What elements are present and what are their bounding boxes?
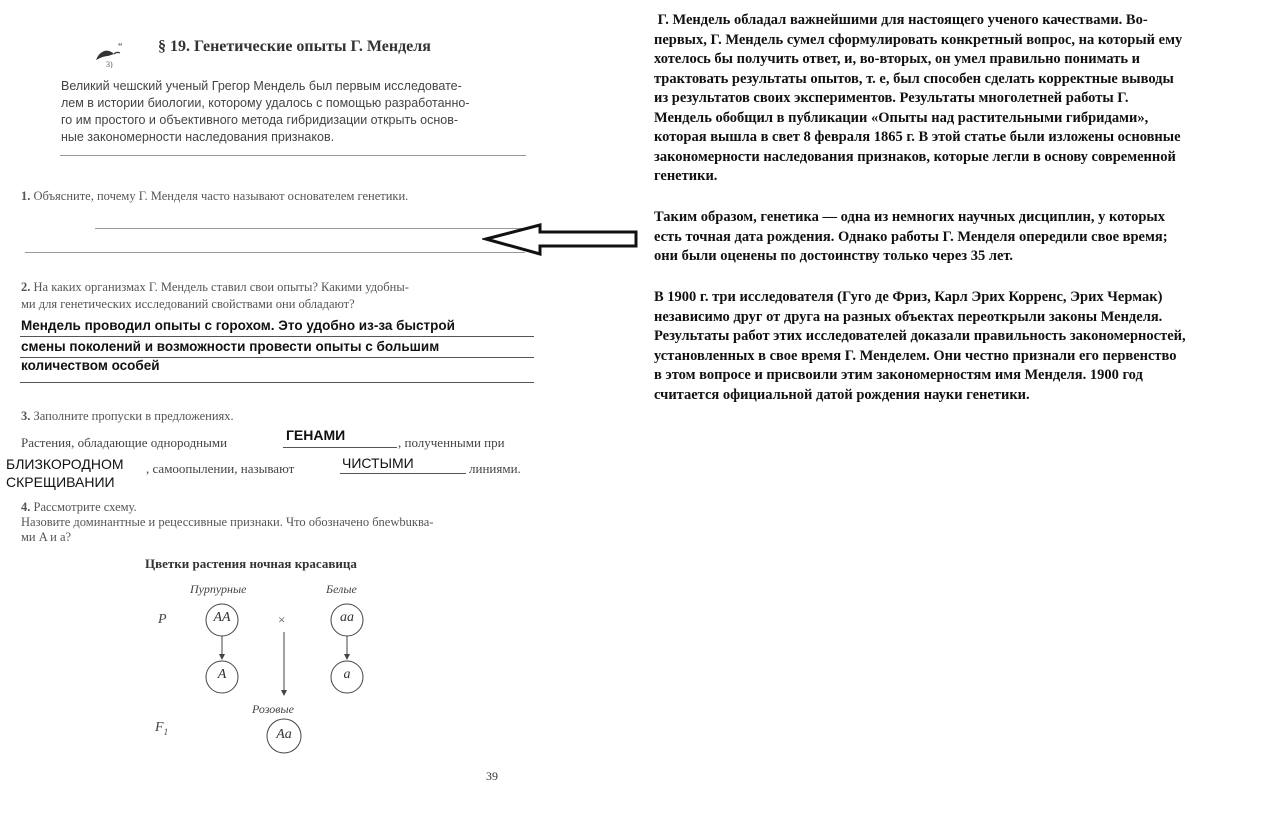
question-text: ми A и a?: [21, 530, 72, 544]
answer-line[interactable]: [20, 336, 534, 337]
text-line: в этом вопросе и присвоили этим закономерностям имя Менделя. 1900 год: [654, 367, 1143, 383]
intro-line: ные закономерности наследования признаков.: [61, 130, 335, 144]
text-line: трактовать результаты опытов, т. е, был способен сделать корректные выводы: [654, 70, 1174, 87]
text-line: Мендель обобщил в публикации «Опыты над растительными гибридами»,: [654, 109, 1149, 126]
handwritten-answer-line: смены поколений и возможности провести опыты с большим: [21, 339, 440, 354]
question-text: На каких организмах Г. Мендель ставил свои опыты? Какими удобны-: [33, 280, 409, 294]
question-text: Рассмотрите схему.: [33, 500, 137, 514]
svg-text:“: “: [118, 42, 123, 53]
intro-divider: [60, 155, 526, 156]
cross-sign: ×: [278, 612, 286, 627]
question-number: 4.: [21, 500, 31, 514]
question-text: Назовите доминантные и рецессивные признаки. Что обозначено бnewbuква-: [21, 515, 434, 529]
question-text: ми для генетических исследований свойствами они обладают?: [21, 297, 355, 311]
handwritten-answer-line: Мендель проводил опыты с горохом. Это удобно из-за быстрой: [21, 318, 455, 333]
offspring-genotype: Aa: [276, 727, 292, 742]
fill-sentence-part: линиями.: [469, 461, 521, 476]
question-text: Объясните, почему Г. Менделя часто называют основателем генетики.: [33, 189, 409, 203]
intro-line: го им простого и объективного метода гибридизации открыть основ-: [61, 113, 459, 127]
intro-line: Великий чешский ученый Грегор Мендель был первым исследовате-: [61, 79, 462, 93]
text-line: Г. Мендель обладал важнейшими для настоящего ученого качествами. Во-: [654, 12, 1148, 28]
question-4: [21, 500, 541, 545]
text-line: которая вышла в свет 8 февраля 1865 г. В этой статье были изложены основные: [654, 129, 1181, 145]
parent-left-genotype: AA: [213, 610, 231, 625]
answer-line[interactable]: [95, 228, 525, 229]
generation-p-label: P: [158, 612, 167, 627]
svg-text:3): 3): [106, 60, 113, 68]
offspring-trait-label: Розовые: [252, 702, 294, 716]
section-intro: [61, 78, 523, 146]
fill-sentence-part: , полученными при: [398, 435, 505, 450]
fill-blank-line[interactable]: [340, 473, 466, 474]
parent-trait-label: Белые: [326, 582, 357, 596]
gamete-left: A: [217, 667, 227, 682]
text-line: независимо друг от друга на разных объектах переоткрыли законы Менделя.: [654, 308, 1163, 325]
text-line: есть точная дата рождения. Однако работы Г. Менделя опередили свое время;: [654, 228, 1168, 245]
generation-f1-label: $F_1$: [155, 720, 169, 737]
section-title: § 19. Генетические опыты Г. Менделя: [158, 38, 431, 55]
gamete-right: a: [343, 667, 351, 682]
text-line: считается официальной датой рождения науки генетики.: [654, 386, 1030, 403]
text-line: первых, Г. Мендель сумел сформулировать конкретный вопрос, на который ему: [654, 31, 1183, 48]
text-line: установленных в свое время Г. Менделем. Они честно признали его первенство: [654, 347, 1177, 364]
fill-sentence-part: , самоопылении, называют: [146, 461, 295, 476]
fill-answer: ГЕНАМИ: [286, 427, 346, 443]
text-line: Результаты работ этих исследователей доказали правильность закономерностей,: [654, 328, 1186, 344]
fill-sentence-part: Растения, обладающие однородными: [21, 435, 228, 450]
text-line: хотелось бы получить ответ, и, во-вторых, он умел правильно понимать и: [654, 51, 1141, 67]
right-paragraph: [654, 11, 1268, 187]
text-line: из результатов своих экспериментов. Результаты многолетней работы Г.: [654, 90, 1129, 106]
question-number: 3.: [21, 409, 31, 423]
text-line: В 1900 г. три исследователя (Гуго де Фриз, Карл Эрих Корренс, Эрих Чермак): [654, 289, 1163, 305]
parent-right-genotype: aa: [340, 610, 354, 625]
question-3: [21, 409, 234, 424]
question-number: 2.: [21, 280, 31, 294]
answer-line[interactable]: [20, 382, 534, 383]
question-number: 1.: [21, 189, 31, 203]
text-line: генетики.: [654, 168, 718, 184]
section-bird-icon: [92, 40, 128, 68]
fill-answer: ЧИСТЫМИ: [342, 455, 414, 471]
left-arrow-icon: [482, 222, 642, 258]
handwritten-answer-line: количеством особей: [21, 358, 160, 373]
intro-line: лем в истории биологии, которому удалось с помощью разработанно-: [61, 96, 470, 110]
answer-line[interactable]: [25, 252, 525, 253]
fill-blank-line[interactable]: [283, 447, 397, 448]
right-paragraph: [654, 208, 1268, 267]
page-number: 39: [486, 769, 498, 783]
question-text: Заполните пропуски в предложениях.: [33, 409, 234, 423]
fill-answer: СКРЕЩИВАНИИ: [6, 474, 115, 490]
right-paragraph: [654, 288, 1268, 405]
question-2: [21, 279, 541, 313]
question-1: [21, 189, 408, 204]
parent-trait-label: Пурпурные: [190, 582, 247, 596]
text-line: они были оценены по достоинству только через 35 лет.: [654, 248, 1014, 264]
fill-answer: БЛИЗКОРОДНОМ: [6, 456, 124, 472]
text-line: Таким образом, генетика — одна из немногих научных дисциплин, у которых: [654, 209, 1165, 225]
scheme-title: Цветки растения ночная красавица: [145, 556, 357, 571]
text-line: закономерности наследования признаков, которые легли в основу современной: [654, 148, 1176, 165]
